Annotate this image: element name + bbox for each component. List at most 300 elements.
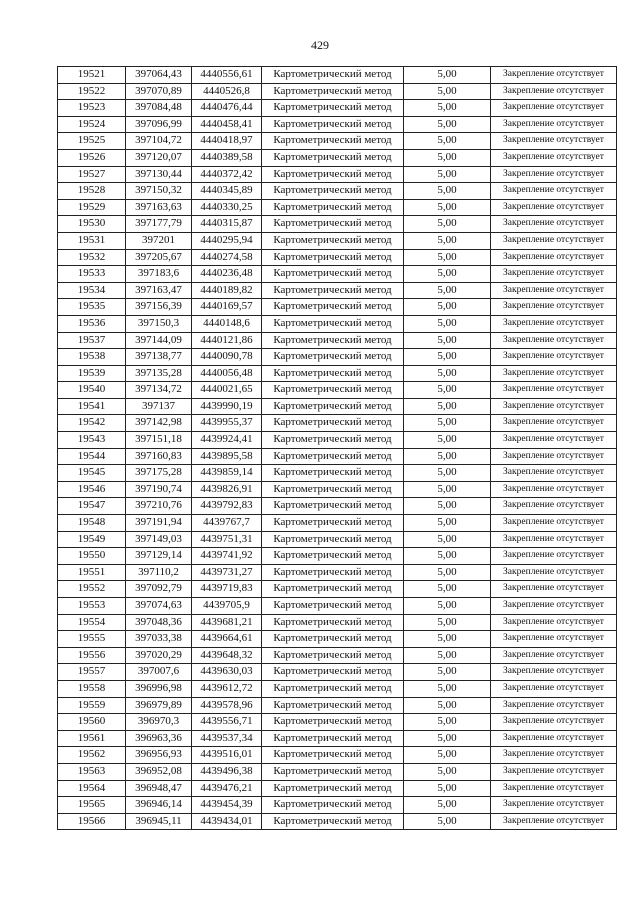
method-cell: Картометрический метод bbox=[262, 548, 404, 565]
table-row bbox=[58, 415, 617, 432]
x-coordinate-cell: 397183,6 bbox=[126, 266, 192, 283]
y-coordinate-cell: 4440556,61 bbox=[192, 67, 262, 84]
fixing-note-cell: Закрепление отсутствует bbox=[491, 631, 617, 648]
x-coordinate-cell: 397201 bbox=[126, 232, 192, 249]
x-coordinate-cell: 397175,28 bbox=[126, 465, 192, 482]
table-row bbox=[58, 465, 617, 482]
x-coordinate-cell: 397135,28 bbox=[126, 365, 192, 382]
accuracy-cell: 5,00 bbox=[404, 465, 491, 482]
point-number-cell: 19559 bbox=[58, 697, 126, 714]
method-cell: Картометрический метод bbox=[262, 67, 404, 84]
accuracy-cell: 5,00 bbox=[404, 149, 491, 166]
y-coordinate-cell: 4439955,37 bbox=[192, 415, 262, 432]
y-coordinate-cell: 4440021,65 bbox=[192, 382, 262, 399]
fixing-note-cell: Закрепление отсутствует bbox=[491, 780, 617, 797]
x-coordinate-cell: 397138,77 bbox=[126, 349, 192, 366]
y-coordinate-cell: 4440056,48 bbox=[192, 365, 262, 382]
table-row bbox=[58, 763, 617, 780]
table-row bbox=[58, 631, 617, 648]
method-cell: Картометрический метод bbox=[262, 498, 404, 515]
accuracy-cell: 5,00 bbox=[404, 415, 491, 432]
point-number-cell: 19527 bbox=[58, 166, 126, 183]
x-coordinate-cell: 397064,43 bbox=[126, 67, 192, 84]
point-number-cell: 19528 bbox=[58, 183, 126, 200]
accuracy-cell: 5,00 bbox=[404, 216, 491, 233]
point-number-cell: 19542 bbox=[58, 415, 126, 432]
point-number-cell: 19530 bbox=[58, 216, 126, 233]
point-number-cell: 19553 bbox=[58, 598, 126, 615]
point-number-cell: 19550 bbox=[58, 548, 126, 565]
point-number-cell: 19552 bbox=[58, 581, 126, 598]
fixing-note-cell: Закрепление отсутствует bbox=[491, 598, 617, 615]
method-cell: Картометрический метод bbox=[262, 232, 404, 249]
table-row bbox=[58, 564, 617, 581]
point-number-cell: 19555 bbox=[58, 631, 126, 648]
fixing-note-cell: Закрепление отсутствует bbox=[491, 116, 617, 133]
fixing-note-cell: Закрепление отсутствует bbox=[491, 813, 617, 830]
table-row bbox=[58, 249, 617, 266]
method-cell: Картометрический метод bbox=[262, 216, 404, 233]
point-number-cell: 19560 bbox=[58, 714, 126, 731]
table-row bbox=[58, 432, 617, 449]
point-number-cell: 19539 bbox=[58, 365, 126, 382]
method-cell: Картометрический метод bbox=[262, 647, 404, 664]
accuracy-cell: 5,00 bbox=[404, 67, 491, 84]
y-coordinate-cell: 4440090,78 bbox=[192, 349, 262, 366]
y-coordinate-cell: 4440458,41 bbox=[192, 116, 262, 133]
accuracy-cell: 5,00 bbox=[404, 647, 491, 664]
x-coordinate-cell: 396979,89 bbox=[126, 697, 192, 714]
table-row bbox=[58, 598, 617, 615]
table-row bbox=[58, 647, 617, 664]
y-coordinate-cell: 4440236,48 bbox=[192, 266, 262, 283]
x-coordinate-cell: 396952,08 bbox=[126, 763, 192, 780]
table-row bbox=[58, 299, 617, 316]
table-row bbox=[58, 232, 617, 249]
y-coordinate-cell: 4439664,61 bbox=[192, 631, 262, 648]
table-row bbox=[58, 67, 617, 84]
accuracy-cell: 5,00 bbox=[404, 581, 491, 598]
x-coordinate-cell: 397144,09 bbox=[126, 332, 192, 349]
point-number-cell: 19540 bbox=[58, 382, 126, 399]
fixing-note-cell: Закрепление отсутствует bbox=[491, 398, 617, 415]
point-number-cell: 19532 bbox=[58, 249, 126, 266]
y-coordinate-cell: 4439990,19 bbox=[192, 398, 262, 415]
method-cell: Картометрический метод bbox=[262, 664, 404, 681]
accuracy-cell: 5,00 bbox=[404, 714, 491, 731]
fixing-note-cell: Закрепление отсутствует bbox=[491, 249, 617, 266]
accuracy-cell: 5,00 bbox=[404, 282, 491, 299]
accuracy-cell: 5,00 bbox=[404, 598, 491, 615]
fixing-note-cell: Закрепление отсутствует bbox=[491, 564, 617, 581]
point-number-cell: 19549 bbox=[58, 531, 126, 548]
accuracy-cell: 5,00 bbox=[404, 398, 491, 415]
point-number-cell: 19545 bbox=[58, 465, 126, 482]
fixing-note-cell: Закрепление отсутствует bbox=[491, 166, 617, 183]
y-coordinate-cell: 4440526,8 bbox=[192, 83, 262, 100]
y-coordinate-cell: 4440148,6 bbox=[192, 315, 262, 332]
method-cell: Картометрический метод bbox=[262, 481, 404, 498]
table-row bbox=[58, 697, 617, 714]
y-coordinate-cell: 4440345,89 bbox=[192, 183, 262, 200]
method-cell: Картометрический метод bbox=[262, 714, 404, 731]
fixing-note-cell: Закрепление отсутствует bbox=[491, 714, 617, 731]
y-coordinate-cell: 4440121,86 bbox=[192, 332, 262, 349]
fixing-note-cell: Закрепление отсутствует bbox=[491, 697, 617, 714]
y-coordinate-cell: 4439537,34 bbox=[192, 730, 262, 747]
method-cell: Картометрический метод bbox=[262, 415, 404, 432]
table-row bbox=[58, 382, 617, 399]
y-coordinate-cell: 4439751,31 bbox=[192, 531, 262, 548]
y-coordinate-cell: 4439630,03 bbox=[192, 664, 262, 681]
table-row bbox=[58, 133, 617, 150]
x-coordinate-cell: 397150,32 bbox=[126, 183, 192, 200]
fixing-note-cell: Закрепление отсутствует bbox=[491, 614, 617, 631]
point-number-cell: 19525 bbox=[58, 133, 126, 150]
accuracy-cell: 5,00 bbox=[404, 299, 491, 316]
point-number-cell: 19554 bbox=[58, 614, 126, 631]
accuracy-cell: 5,00 bbox=[404, 531, 491, 548]
method-cell: Картометрический метод bbox=[262, 249, 404, 266]
fixing-note-cell: Закрепление отсутствует bbox=[491, 266, 617, 283]
table-row bbox=[58, 614, 617, 631]
accuracy-cell: 5,00 bbox=[404, 183, 491, 200]
y-coordinate-cell: 4439612,72 bbox=[192, 680, 262, 697]
y-coordinate-cell: 4439859,14 bbox=[192, 465, 262, 482]
x-coordinate-cell: 397190,74 bbox=[126, 481, 192, 498]
y-coordinate-cell: 4440295,94 bbox=[192, 232, 262, 249]
point-number-cell: 19562 bbox=[58, 747, 126, 764]
y-coordinate-cell: 4440389,58 bbox=[192, 149, 262, 166]
fixing-note-cell: Закрепление отсутствует bbox=[491, 299, 617, 316]
x-coordinate-cell: 397033,38 bbox=[126, 631, 192, 648]
accuracy-cell: 5,00 bbox=[404, 614, 491, 631]
accuracy-cell: 5,00 bbox=[404, 382, 491, 399]
accuracy-cell: 5,00 bbox=[404, 432, 491, 449]
table-row bbox=[58, 813, 617, 830]
fixing-note-cell: Закрепление отсутствует bbox=[491, 199, 617, 216]
fixing-note-cell: Закрепление отсутствует bbox=[491, 415, 617, 432]
y-coordinate-cell: 4439681,21 bbox=[192, 614, 262, 631]
x-coordinate-cell: 397020,29 bbox=[126, 647, 192, 664]
method-cell: Картометрический метод bbox=[262, 564, 404, 581]
table-row bbox=[58, 730, 617, 747]
fixing-note-cell: Закрепление отсутствует bbox=[491, 664, 617, 681]
fixing-note-cell: Закрепление отсутствует bbox=[491, 365, 617, 382]
x-coordinate-cell: 397070,89 bbox=[126, 83, 192, 100]
accuracy-cell: 5,00 bbox=[404, 133, 491, 150]
y-coordinate-cell: 4439454,39 bbox=[192, 797, 262, 814]
method-cell: Картометрический метод bbox=[262, 116, 404, 133]
accuracy-cell: 5,00 bbox=[404, 564, 491, 581]
fixing-note-cell: Закрепление отсутствует bbox=[491, 680, 617, 697]
fixing-note-cell: Закрепление отсутствует bbox=[491, 315, 617, 332]
x-coordinate-cell: 397120,07 bbox=[126, 149, 192, 166]
method-cell: Картометрический метод bbox=[262, 448, 404, 465]
coordinates-table-body bbox=[58, 67, 617, 830]
fixing-note-cell: Закрепление отсутствует bbox=[491, 481, 617, 498]
table-row bbox=[58, 83, 617, 100]
x-coordinate-cell: 397134,72 bbox=[126, 382, 192, 399]
point-number-cell: 19533 bbox=[58, 266, 126, 283]
x-coordinate-cell: 397137 bbox=[126, 398, 192, 415]
point-number-cell: 19537 bbox=[58, 332, 126, 349]
accuracy-cell: 5,00 bbox=[404, 365, 491, 382]
method-cell: Картометрический метод bbox=[262, 631, 404, 648]
x-coordinate-cell: 397163,63 bbox=[126, 199, 192, 216]
y-coordinate-cell: 4440330,25 bbox=[192, 199, 262, 216]
x-coordinate-cell: 397191,94 bbox=[126, 515, 192, 532]
table-row bbox=[58, 498, 617, 515]
x-coordinate-cell: 396970,3 bbox=[126, 714, 192, 731]
accuracy-cell: 5,00 bbox=[404, 680, 491, 697]
page-number: 429 bbox=[311, 38, 329, 52]
method-cell: Картометрический метод bbox=[262, 100, 404, 117]
fixing-note-cell: Закрепление отсутствует bbox=[491, 382, 617, 399]
point-number-cell: 19531 bbox=[58, 232, 126, 249]
method-cell: Картометрический метод bbox=[262, 365, 404, 382]
fixing-note-cell: Закрепление отсутствует bbox=[491, 83, 617, 100]
fixing-note-cell: Закрепление отсутствует bbox=[491, 100, 617, 117]
accuracy-cell: 5,00 bbox=[404, 548, 491, 565]
fixing-note-cell: Закрепление отсутствует bbox=[491, 531, 617, 548]
table-row bbox=[58, 216, 617, 233]
y-coordinate-cell: 4439705,9 bbox=[192, 598, 262, 615]
y-coordinate-cell: 4439895,58 bbox=[192, 448, 262, 465]
point-number-cell: 19521 bbox=[58, 67, 126, 84]
y-coordinate-cell: 4440169,57 bbox=[192, 299, 262, 316]
fixing-note-cell: Закрепление отсутствует bbox=[491, 797, 617, 814]
y-coordinate-cell: 4440189,82 bbox=[192, 282, 262, 299]
point-number-cell: 19523 bbox=[58, 100, 126, 117]
coordinates-table bbox=[57, 66, 617, 830]
table-row bbox=[58, 100, 617, 117]
table-row bbox=[58, 448, 617, 465]
table-row bbox=[58, 349, 617, 366]
x-coordinate-cell: 396945,11 bbox=[126, 813, 192, 830]
method-cell: Картометрический метод bbox=[262, 315, 404, 332]
y-coordinate-cell: 4439578,96 bbox=[192, 697, 262, 714]
fixing-note-cell: Закрепление отсутствует bbox=[491, 498, 617, 515]
accuracy-cell: 5,00 bbox=[404, 730, 491, 747]
table-row bbox=[58, 365, 617, 382]
method-cell: Картометрический метод bbox=[262, 432, 404, 449]
fixing-note-cell: Закрепление отсутствует bbox=[491, 432, 617, 449]
accuracy-cell: 5,00 bbox=[404, 664, 491, 681]
point-number-cell: 19547 bbox=[58, 498, 126, 515]
accuracy-cell: 5,00 bbox=[404, 266, 491, 283]
table-row bbox=[58, 581, 617, 598]
method-cell: Картометрический метод bbox=[262, 797, 404, 814]
y-coordinate-cell: 4440315,87 bbox=[192, 216, 262, 233]
y-coordinate-cell: 4439924,41 bbox=[192, 432, 262, 449]
x-coordinate-cell: 397151,18 bbox=[126, 432, 192, 449]
table-row bbox=[58, 398, 617, 415]
x-coordinate-cell: 397156,39 bbox=[126, 299, 192, 316]
y-coordinate-cell: 4439767,7 bbox=[192, 515, 262, 532]
y-coordinate-cell: 4439741,92 bbox=[192, 548, 262, 565]
method-cell: Картометрический метод bbox=[262, 332, 404, 349]
method-cell: Картометрический метод bbox=[262, 133, 404, 150]
x-coordinate-cell: 397048,36 bbox=[126, 614, 192, 631]
point-number-cell: 19536 bbox=[58, 315, 126, 332]
fixing-note-cell: Закрепление отсутствует bbox=[491, 647, 617, 664]
accuracy-cell: 5,00 bbox=[404, 797, 491, 814]
table-row bbox=[58, 780, 617, 797]
y-coordinate-cell: 4439556,71 bbox=[192, 714, 262, 731]
fixing-note-cell: Закрепление отсутствует bbox=[491, 67, 617, 84]
method-cell: Картометрический метод bbox=[262, 349, 404, 366]
x-coordinate-cell: 397084,48 bbox=[126, 100, 192, 117]
table-row bbox=[58, 149, 617, 166]
method-cell: Картометрический метод bbox=[262, 282, 404, 299]
fixing-note-cell: Закрепление отсутствует bbox=[491, 232, 617, 249]
x-coordinate-cell: 397149,03 bbox=[126, 531, 192, 548]
x-coordinate-cell: 397150,3 bbox=[126, 315, 192, 332]
method-cell: Картометрический метод bbox=[262, 581, 404, 598]
fixing-note-cell: Закрепление отсутствует bbox=[491, 581, 617, 598]
method-cell: Картометрический метод bbox=[262, 614, 404, 631]
table-row bbox=[58, 282, 617, 299]
accuracy-cell: 5,00 bbox=[404, 349, 491, 366]
point-number-cell: 19538 bbox=[58, 349, 126, 366]
x-coordinate-cell: 397205,67 bbox=[126, 249, 192, 266]
y-coordinate-cell: 4439719,83 bbox=[192, 581, 262, 598]
accuracy-cell: 5,00 bbox=[404, 515, 491, 532]
method-cell: Картометрический метод bbox=[262, 813, 404, 830]
accuracy-cell: 5,00 bbox=[404, 780, 491, 797]
x-coordinate-cell: 397160,83 bbox=[126, 448, 192, 465]
accuracy-cell: 5,00 bbox=[404, 83, 491, 100]
accuracy-cell: 5,00 bbox=[404, 232, 491, 249]
x-coordinate-cell: 397163,47 bbox=[126, 282, 192, 299]
x-coordinate-cell: 396996,98 bbox=[126, 680, 192, 697]
x-coordinate-cell: 397130,44 bbox=[126, 166, 192, 183]
method-cell: Картометрический метод bbox=[262, 266, 404, 283]
point-number-cell: 19524 bbox=[58, 116, 126, 133]
fixing-note-cell: Закрепление отсутствует bbox=[491, 183, 617, 200]
table-row bbox=[58, 515, 617, 532]
accuracy-cell: 5,00 bbox=[404, 697, 491, 714]
accuracy-cell: 5,00 bbox=[404, 747, 491, 764]
accuracy-cell: 5,00 bbox=[404, 481, 491, 498]
table-row bbox=[58, 315, 617, 332]
table-row bbox=[58, 797, 617, 814]
method-cell: Картометрический метод bbox=[262, 465, 404, 482]
fixing-note-cell: Закрепление отсутствует bbox=[491, 133, 617, 150]
fixing-note-cell: Закрепление отсутствует bbox=[491, 349, 617, 366]
method-cell: Картометрический метод bbox=[262, 199, 404, 216]
x-coordinate-cell: 397074,63 bbox=[126, 598, 192, 615]
table-row bbox=[58, 664, 617, 681]
point-number-cell: 19548 bbox=[58, 515, 126, 532]
point-number-cell: 19529 bbox=[58, 199, 126, 216]
point-number-cell: 19557 bbox=[58, 664, 126, 681]
x-coordinate-cell: 397142,98 bbox=[126, 415, 192, 432]
accuracy-cell: 5,00 bbox=[404, 763, 491, 780]
y-coordinate-cell: 4439648,32 bbox=[192, 647, 262, 664]
method-cell: Картометрический метод bbox=[262, 763, 404, 780]
method-cell: Картометрический метод bbox=[262, 515, 404, 532]
method-cell: Картометрический метод bbox=[262, 299, 404, 316]
table-row bbox=[58, 680, 617, 697]
table-row bbox=[58, 747, 617, 764]
accuracy-cell: 5,00 bbox=[404, 631, 491, 648]
accuracy-cell: 5,00 bbox=[404, 315, 491, 332]
method-cell: Картометрический метод bbox=[262, 697, 404, 714]
x-coordinate-cell: 397129,14 bbox=[126, 548, 192, 565]
method-cell: Картометрический метод bbox=[262, 166, 404, 183]
x-coordinate-cell: 397210,76 bbox=[126, 498, 192, 515]
point-number-cell: 19551 bbox=[58, 564, 126, 581]
point-number-cell: 19544 bbox=[58, 448, 126, 465]
table-row bbox=[58, 116, 617, 133]
y-coordinate-cell: 4440418,97 bbox=[192, 133, 262, 150]
fixing-note-cell: Закрепление отсутствует bbox=[491, 332, 617, 349]
x-coordinate-cell: 396963,36 bbox=[126, 730, 192, 747]
point-number-cell: 19534 bbox=[58, 282, 126, 299]
method-cell: Картометрический метод bbox=[262, 398, 404, 415]
fixing-note-cell: Закрепление отсутствует bbox=[491, 216, 617, 233]
point-number-cell: 19564 bbox=[58, 780, 126, 797]
fixing-note-cell: Закрепление отсутствует bbox=[491, 730, 617, 747]
x-coordinate-cell: 397092,79 bbox=[126, 581, 192, 598]
point-number-cell: 19563 bbox=[58, 763, 126, 780]
method-cell: Картометрический метод bbox=[262, 531, 404, 548]
method-cell: Картометрический метод bbox=[262, 598, 404, 615]
fixing-note-cell: Закрепление отсутствует bbox=[491, 548, 617, 565]
method-cell: Картометрический метод bbox=[262, 730, 404, 747]
point-number-cell: 19522 bbox=[58, 83, 126, 100]
method-cell: Картометрический метод bbox=[262, 149, 404, 166]
point-number-cell: 19561 bbox=[58, 730, 126, 747]
point-number-cell: 19565 bbox=[58, 797, 126, 814]
accuracy-cell: 5,00 bbox=[404, 116, 491, 133]
y-coordinate-cell: 4439731,27 bbox=[192, 564, 262, 581]
fixing-note-cell: Закрепление отсутствует bbox=[491, 448, 617, 465]
fixing-note-cell: Закрепление отсутствует bbox=[491, 747, 617, 764]
point-number-cell: 19566 bbox=[58, 813, 126, 830]
x-coordinate-cell: 397177,79 bbox=[126, 216, 192, 233]
accuracy-cell: 5,00 bbox=[404, 100, 491, 117]
table-row bbox=[58, 548, 617, 565]
point-number-cell: 19556 bbox=[58, 647, 126, 664]
x-coordinate-cell: 397096,99 bbox=[126, 116, 192, 133]
point-number-cell: 19526 bbox=[58, 149, 126, 166]
point-number-cell: 19535 bbox=[58, 299, 126, 316]
table-row bbox=[58, 266, 617, 283]
method-cell: Картометрический метод bbox=[262, 780, 404, 797]
point-number-cell: 19543 bbox=[58, 432, 126, 449]
accuracy-cell: 5,00 bbox=[404, 448, 491, 465]
table-row bbox=[58, 332, 617, 349]
y-coordinate-cell: 4440274,58 bbox=[192, 249, 262, 266]
method-cell: Картометрический метод bbox=[262, 680, 404, 697]
method-cell: Картометрический метод bbox=[262, 183, 404, 200]
method-cell: Картометрический метод bbox=[262, 83, 404, 100]
x-coordinate-cell: 397110,2 bbox=[126, 564, 192, 581]
x-coordinate-cell: 397104,72 bbox=[126, 133, 192, 150]
y-coordinate-cell: 4439826,91 bbox=[192, 481, 262, 498]
accuracy-cell: 5,00 bbox=[404, 166, 491, 183]
point-number-cell: 19541 bbox=[58, 398, 126, 415]
fixing-note-cell: Закрепление отсутствует bbox=[491, 282, 617, 299]
y-coordinate-cell: 4439476,21 bbox=[192, 780, 262, 797]
table-row bbox=[58, 166, 617, 183]
table-row bbox=[58, 714, 617, 731]
accuracy-cell: 5,00 bbox=[404, 249, 491, 266]
x-coordinate-cell: 396946,14 bbox=[126, 797, 192, 814]
